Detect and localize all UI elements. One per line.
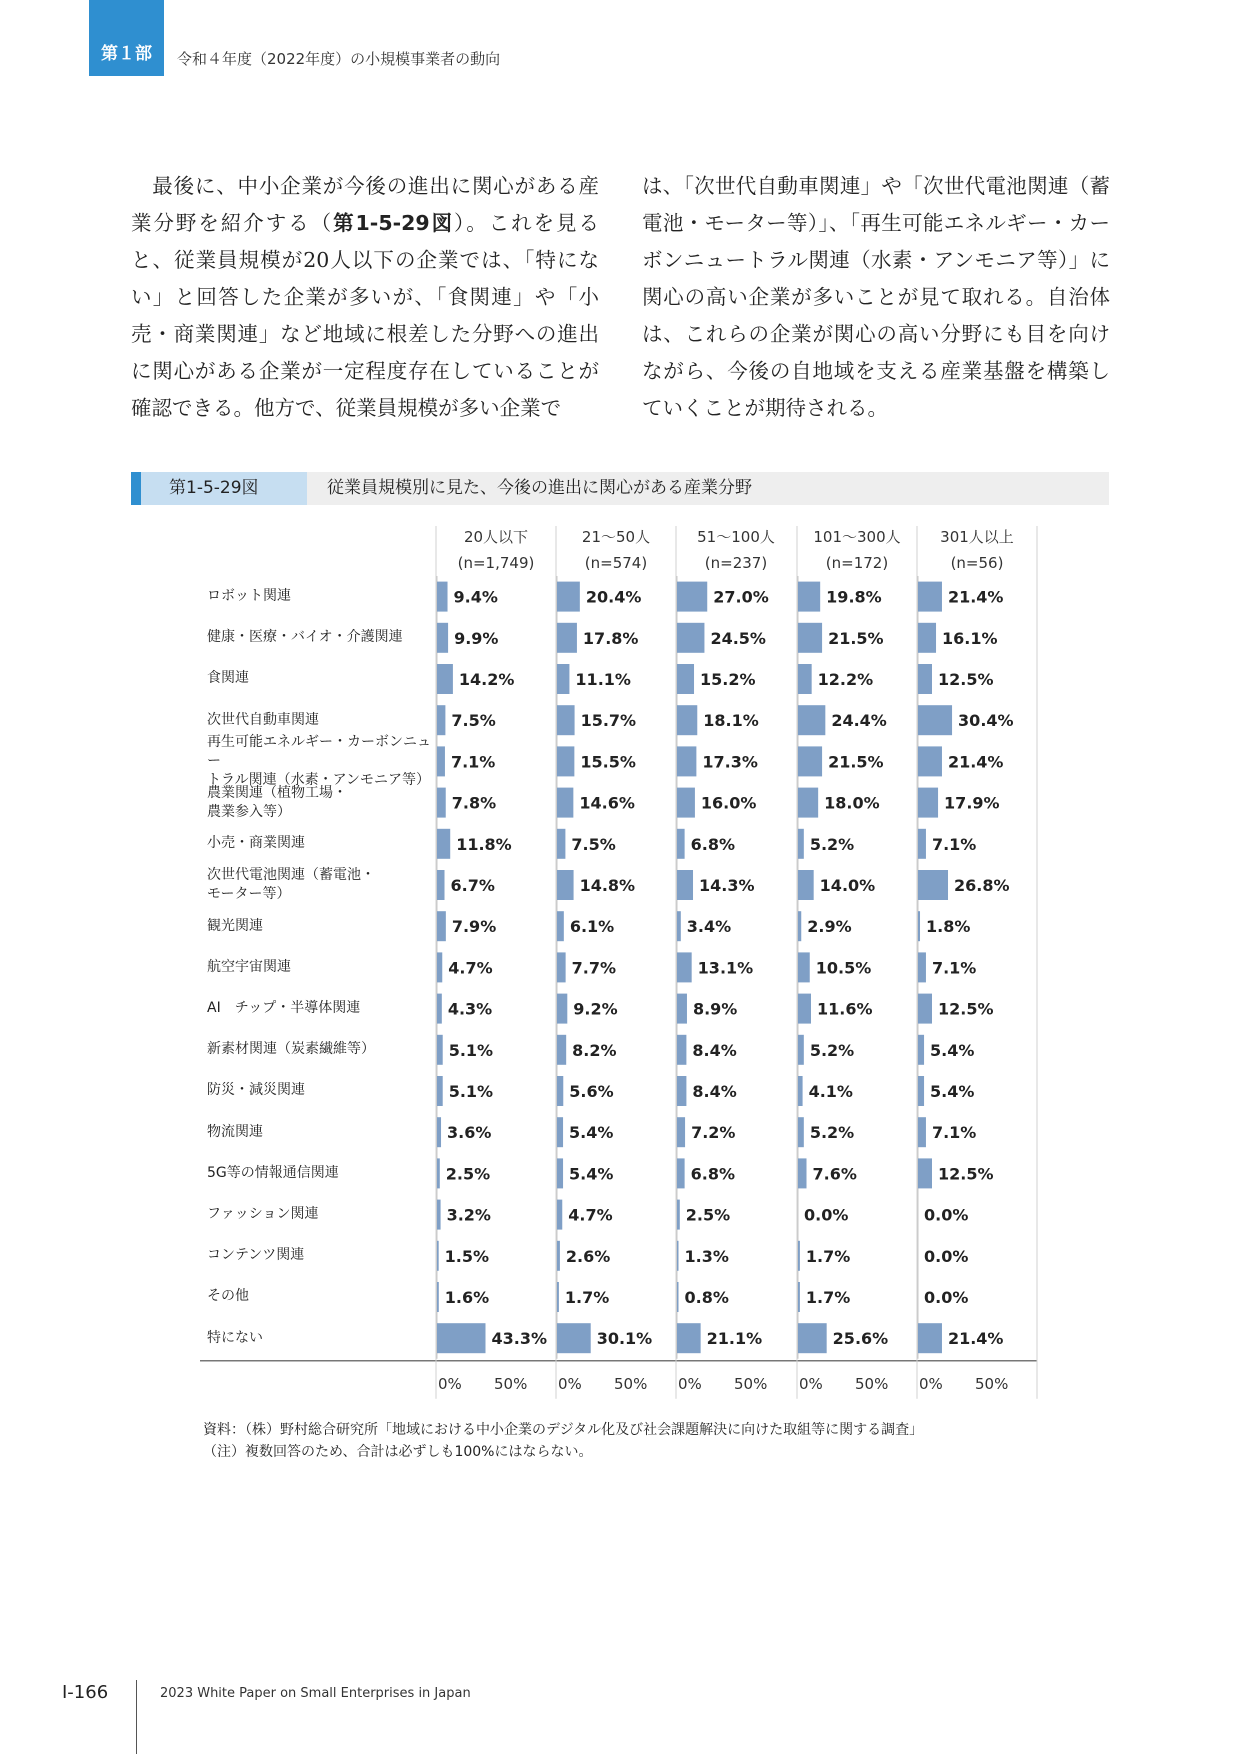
- category-label-text: [207, 628, 403, 647]
- data-label: 21.1%: [706, 1329, 763, 1349]
- data-label: 7.7%: [571, 958, 616, 978]
- data-label: 0.0%: [924, 1288, 969, 1307]
- data-label: 12.5%: [938, 1164, 994, 1184]
- bar: [557, 623, 577, 653]
- category-label: [207, 617, 432, 658]
- data-label: 24.5%: [710, 628, 766, 648]
- bar: [918, 1117, 926, 1147]
- tick-label: 0%: [438, 1374, 462, 1393]
- category-label-line: コンテンツ関連: [207, 1247, 305, 1264]
- running-title: 令和４年度（2022年度）の小規模事業者の動向: [177, 50, 501, 68]
- bar: [798, 1241, 800, 1271]
- data-label: 12.2%: [817, 670, 874, 689]
- category-label-line: その他: [207, 1288, 249, 1305]
- bar: [437, 1158, 440, 1188]
- category-label-line: ロボット関連: [207, 588, 291, 605]
- bar: [677, 1158, 685, 1188]
- bar: [437, 952, 442, 982]
- bar: [798, 705, 825, 735]
- data-label: 25.6%: [832, 1329, 889, 1349]
- data-label: 13.1%: [697, 958, 754, 978]
- category-label-text: [207, 1287, 249, 1306]
- category-label-text: [207, 669, 249, 688]
- data-label: 1.6%: [444, 1288, 490, 1307]
- series-n: (n=172): [825, 554, 889, 572]
- bar: [677, 746, 696, 776]
- series-n: (n=574): [584, 554, 648, 572]
- series-name: 51～100人: [697, 528, 775, 546]
- data-label: 21.4%: [947, 587, 1004, 607]
- category-label: [207, 1112, 432, 1153]
- category-label: [207, 782, 432, 823]
- bar: [918, 1158, 932, 1188]
- bar: [677, 829, 685, 859]
- bar: [557, 870, 574, 900]
- bar: [437, 1323, 485, 1353]
- category-label-text: [207, 1246, 304, 1265]
- category-label: [207, 1070, 432, 1111]
- data-label: 8.2%: [572, 1040, 617, 1060]
- data-label: 7.5%: [451, 711, 496, 731]
- bar: [557, 664, 569, 694]
- category-label-text: [207, 999, 360, 1018]
- category-label: [207, 1318, 432, 1359]
- bar: [437, 788, 446, 818]
- category-label: [207, 1029, 432, 1070]
- data-label: 11.1%: [575, 670, 631, 689]
- category-label-text: [207, 1081, 305, 1100]
- data-label: 5.2%: [809, 834, 855, 854]
- bar: [798, 1158, 807, 1188]
- category-label-line: 農業参入等）: [207, 803, 291, 820]
- data-label: 2.6%: [565, 1246, 611, 1266]
- bar: [557, 1323, 591, 1353]
- data-label: 5.1%: [448, 1040, 494, 1060]
- data-label: 5.4%: [930, 1040, 975, 1060]
- bar: [557, 1117, 563, 1147]
- data-label: 16.0%: [700, 793, 757, 813]
- bar: [437, 829, 450, 859]
- bar: [677, 952, 692, 982]
- bar: [798, 1282, 800, 1312]
- bar: [918, 623, 936, 653]
- part-label: 第１部: [89, 0, 164, 76]
- bar: [798, 623, 822, 653]
- data-label: 1.8%: [926, 917, 971, 937]
- bar: [557, 1035, 566, 1065]
- data-label: 15.5%: [580, 752, 636, 772]
- series-name: 301人以上: [940, 528, 1014, 546]
- category-label: [207, 1194, 432, 1235]
- bar: [557, 952, 566, 982]
- data-label: 17.3%: [702, 752, 758, 772]
- bar: [798, 1076, 803, 1106]
- category-label-line: ファッション関連: [207, 1206, 319, 1223]
- category-label-line: AI チップ・半導体関連: [207, 1000, 361, 1017]
- data-label: 7.5%: [571, 834, 616, 854]
- data-label: 7.2%: [691, 1123, 736, 1143]
- data-label: 17.8%: [582, 628, 639, 648]
- data-label: 1.7%: [805, 1246, 851, 1266]
- data-label: 9.9%: [454, 628, 499, 648]
- bar: [798, 746, 822, 776]
- data-label: 1.7%: [805, 1288, 851, 1307]
- series-n: (n=56): [950, 554, 1004, 572]
- category-label-line: 次世代電池関連（蓄電池・: [207, 866, 375, 883]
- bar: [557, 1241, 560, 1271]
- bar: [677, 1282, 679, 1312]
- bar: [437, 1035, 443, 1065]
- series-name: 101～300人: [813, 528, 901, 546]
- category-label: [207, 823, 432, 864]
- data-label: 0.0%: [924, 1246, 969, 1266]
- category-label-text: [207, 1329, 263, 1348]
- source-note: 資料：（株）野村総合研究所「地域における中小企業のデジタル化及び社会課題解決に向けた取組等に関する調査」: [203, 1422, 924, 1438]
- data-label: 20.4%: [585, 587, 642, 607]
- bar: [437, 870, 445, 900]
- category-label: [207, 988, 432, 1029]
- bar: [437, 623, 448, 653]
- data-label: 24.4%: [831, 711, 887, 731]
- data-label: 3.2%: [446, 1205, 491, 1225]
- bar: [677, 582, 707, 612]
- tick-label: 0%: [919, 1374, 943, 1393]
- bar: [437, 1200, 441, 1230]
- bar: [798, 829, 804, 859]
- category-label-line: 航空宇宙関連: [207, 958, 291, 975]
- category-label-line: 食関連: [207, 670, 249, 687]
- bar: [677, 994, 687, 1024]
- data-label: 30.1%: [596, 1329, 653, 1349]
- bar: [437, 1117, 441, 1147]
- bar: [437, 582, 448, 612]
- category-label-line: 5G等の情報通信関連: [207, 1164, 339, 1181]
- category-label-line: 特にない: [207, 1329, 263, 1346]
- data-label: 43.3%: [491, 1329, 548, 1349]
- bar: [798, 582, 820, 612]
- series-name: 20人以下: [463, 528, 529, 546]
- bar: [677, 623, 704, 653]
- bar: [798, 664, 812, 694]
- bar: [918, 1323, 942, 1353]
- series-n: (n=1,749): [457, 554, 535, 572]
- data-label: 8.9%: [692, 999, 738, 1019]
- category-label-text: [207, 866, 375, 904]
- data-label: 7.1%: [931, 958, 977, 978]
- bar: [798, 994, 811, 1024]
- data-label: 7.9%: [451, 917, 497, 937]
- category-label-text: [207, 1123, 263, 1142]
- figure-number: 第1-5-29図: [131, 472, 307, 505]
- bar: [918, 1076, 924, 1106]
- page-number: Ⅰ-166: [62, 1682, 109, 1703]
- category-label: [207, 576, 432, 617]
- tick-label: 0%: [558, 1374, 582, 1393]
- bar: [798, 1035, 804, 1065]
- bar: [798, 911, 801, 941]
- data-label: 5.4%: [569, 1123, 614, 1143]
- bar: [918, 911, 920, 941]
- data-label: 11.8%: [456, 834, 512, 854]
- bar: [677, 664, 694, 694]
- category-label: [207, 658, 432, 699]
- data-label: 7.1%: [450, 752, 496, 772]
- bar: [918, 1035, 924, 1065]
- data-label: 1.3%: [684, 1246, 729, 1266]
- data-label: 8.4%: [692, 1082, 737, 1101]
- data-label: 5.2%: [809, 1123, 855, 1143]
- bar: [557, 1200, 562, 1230]
- data-label: 27.0%: [713, 587, 769, 607]
- category-label-line: 防災・減災関連: [207, 1082, 305, 1099]
- bar: [677, 788, 695, 818]
- data-label: 21.5%: [828, 752, 884, 772]
- category-label-line: 物流関連: [207, 1123, 263, 1140]
- figure-title: 従業員規模別に見た、今後の進出に関心がある産業分野: [327, 478, 752, 498]
- data-label: 9.2%: [573, 999, 618, 1019]
- footer-divider: [136, 1680, 137, 1754]
- footer-title: 2023 White Paper on Small Enterprises in Japan: [160, 1686, 471, 1701]
- category-label-text: [207, 958, 291, 977]
- data-label: 4.3%: [447, 999, 493, 1019]
- bar: [677, 1035, 686, 1065]
- bar: [437, 746, 445, 776]
- bar: [557, 1282, 559, 1312]
- bar: [557, 582, 580, 612]
- series-name: 21～50人: [581, 528, 651, 546]
- category-label-text: [207, 1040, 375, 1059]
- data-label: 14.8%: [579, 876, 636, 895]
- category-label-text: [207, 917, 263, 936]
- data-label: 30.4%: [958, 711, 1014, 731]
- category-label-text: [207, 1164, 339, 1183]
- bar: [918, 994, 932, 1024]
- bar: [557, 1076, 563, 1106]
- category-label-line: 健康・医療・バイオ・介護関連: [207, 629, 403, 646]
- bar: [918, 746, 942, 776]
- data-label: 21.4%: [947, 752, 1004, 772]
- bar: [798, 952, 810, 982]
- data-label: 4.7%: [448, 958, 493, 978]
- bar: [918, 829, 926, 859]
- data-label: 5.4%: [569, 1164, 614, 1184]
- tick-label: 0%: [678, 1374, 702, 1393]
- bar: [677, 1241, 679, 1271]
- data-label: 10.5%: [815, 958, 872, 978]
- body-text-left-part1: 最後に、中小企業が今後の進出に関心がある産業分野を紹介する（: [131, 174, 599, 235]
- data-label: 19.8%: [826, 587, 882, 607]
- tick-label: 50%: [614, 1374, 648, 1393]
- data-label: 18.1%: [703, 711, 759, 731]
- category-label: [207, 1153, 432, 1194]
- bar: [677, 1117, 685, 1147]
- category-label-line: 次世代自動車関連: [207, 711, 319, 728]
- bar: [557, 705, 575, 735]
- tick-label: 50%: [494, 1374, 528, 1393]
- data-label: 7.6%: [812, 1164, 857, 1184]
- data-label: 17.9%: [944, 793, 1000, 813]
- data-label: 5.4%: [930, 1082, 975, 1101]
- data-label: 21.4%: [947, 1329, 1004, 1349]
- category-label: [207, 1235, 432, 1276]
- category-label-line: トラル関連（水素・アンモニア等）: [207, 771, 431, 788]
- tick-label: 0%: [799, 1374, 823, 1393]
- data-label: 4.7%: [568, 1205, 613, 1225]
- bar: [557, 1158, 563, 1188]
- bar: [437, 911, 446, 941]
- body-text-right: は、「次世代自動車関連」や「次世代電池関連（蓄電池・モーター等）」、「再生可能エネルギー・カーボンニュートラル関連（水素・アンモニア等）」に関心の高い企業が多いことが見て取れる。自治体は、これらの企業が関心の高い分野にも目を向けながら、今後の自地域を支える産業基盤を構築していくことが期待される。: [642, 174, 1110, 420]
- data-label: 4.1%: [808, 1082, 853, 1101]
- bar: [677, 911, 681, 941]
- category-label-line: 農業関連（植物工場・: [207, 784, 347, 801]
- data-label: 15.7%: [580, 711, 637, 731]
- category-label-line: モーター等）: [207, 885, 291, 902]
- bar: [798, 788, 818, 818]
- tick-label: 50%: [855, 1374, 889, 1393]
- figure-reference: 第1-5-29図: [333, 211, 455, 235]
- bar: [918, 582, 942, 612]
- bar: [918, 788, 938, 818]
- bar: [918, 870, 948, 900]
- bar: [918, 705, 952, 735]
- bar: [677, 1323, 701, 1353]
- tick-label: 50%: [734, 1374, 768, 1393]
- data-label: 7.1%: [931, 1123, 977, 1143]
- series-n: (n=237): [704, 554, 768, 572]
- data-label: 6.1%: [569, 917, 615, 937]
- data-label: 14.3%: [699, 876, 755, 895]
- category-label-text: [207, 834, 305, 853]
- bar: [437, 705, 445, 735]
- data-label: 1.7%: [564, 1288, 610, 1307]
- data-label: 2.5%: [685, 1205, 731, 1225]
- bar: [557, 829, 565, 859]
- category-label: [207, 947, 432, 988]
- category-label-line: 小売・商業関連: [207, 835, 305, 852]
- bar: [557, 788, 573, 818]
- body-text-left-part2: ）。これを見ると、従業員規模が20人以下の企業では、「特にない」と回答した企業が多いが、「食関連」や「小売・商業関連」など地域に根差した分野への進出に関心がある企業が一定程度存在していることが確認できる。他方で、従業員規模が多い企業で: [131, 211, 600, 420]
- bar: [918, 952, 926, 982]
- data-label: 18.0%: [824, 793, 880, 813]
- data-label: 15.2%: [700, 670, 756, 689]
- category-label-text: [207, 711, 319, 730]
- category-label: [207, 906, 432, 947]
- bar: [557, 746, 574, 776]
- data-label: 6.7%: [450, 876, 495, 895]
- bar: [918, 664, 932, 694]
- category-label-text: [207, 784, 347, 822]
- data-label: 12.5%: [938, 670, 994, 689]
- category-label-text: [207, 587, 291, 606]
- category-label: [207, 864, 432, 905]
- bar: [437, 994, 442, 1024]
- tick-label: 50%: [975, 1374, 1009, 1393]
- data-label: 7.1%: [931, 834, 977, 854]
- data-label: 2.9%: [807, 917, 852, 937]
- bar: [557, 911, 564, 941]
- bar: [557, 994, 567, 1024]
- data-label: 12.5%: [938, 999, 994, 1019]
- bar: [437, 1241, 439, 1271]
- category-label-line: 観光関連: [207, 917, 263, 934]
- data-label: 3.4%: [686, 917, 732, 937]
- data-label: 7.8%: [451, 793, 497, 813]
- data-label: 0.8%: [684, 1288, 729, 1307]
- bar: [798, 1117, 804, 1147]
- category-label-line: 再生可能エネルギー・カーボンニュー: [207, 733, 431, 769]
- data-label: 1.5%: [444, 1246, 490, 1266]
- data-label: 14.2%: [458, 670, 515, 689]
- bar: [677, 705, 697, 735]
- data-label: 16.1%: [942, 628, 998, 648]
- data-label: 0.0%: [804, 1205, 849, 1225]
- data-label: 3.6%: [447, 1123, 492, 1143]
- category-label-line: 新素材関連（炭素繊維等）: [207, 1041, 375, 1058]
- footnote: （注）複数回答のため、合計は必ずしも100%にはならない。: [203, 1444, 593, 1460]
- data-label: 2.5%: [445, 1164, 491, 1184]
- category-label: [207, 733, 432, 788]
- bar: [437, 1076, 443, 1106]
- data-label: 5.6%: [569, 1082, 614, 1101]
- bar: [798, 870, 814, 900]
- data-label: 0.0%: [924, 1205, 969, 1225]
- bar: [677, 870, 693, 900]
- data-label: 9.4%: [453, 587, 498, 607]
- data-label: 14.0%: [819, 876, 876, 895]
- bar: [677, 1200, 680, 1230]
- bar: [437, 1282, 439, 1312]
- data-label: 14.6%: [579, 793, 635, 813]
- bar: [798, 1323, 827, 1353]
- data-label: 8.4%: [692, 1040, 737, 1060]
- data-label: 26.8%: [954, 876, 1010, 895]
- data-label: 6.8%: [690, 1164, 735, 1184]
- data-label: 21.5%: [828, 628, 884, 648]
- bar: [677, 1076, 686, 1106]
- category-label: [207, 1276, 432, 1317]
- category-label-text: [207, 1205, 318, 1224]
- data-label: 5.2%: [809, 1040, 855, 1060]
- data-label: 11.6%: [816, 999, 873, 1019]
- data-label: 5.1%: [448, 1082, 494, 1101]
- bar: [437, 664, 453, 694]
- data-label: 6.8%: [690, 834, 735, 854]
